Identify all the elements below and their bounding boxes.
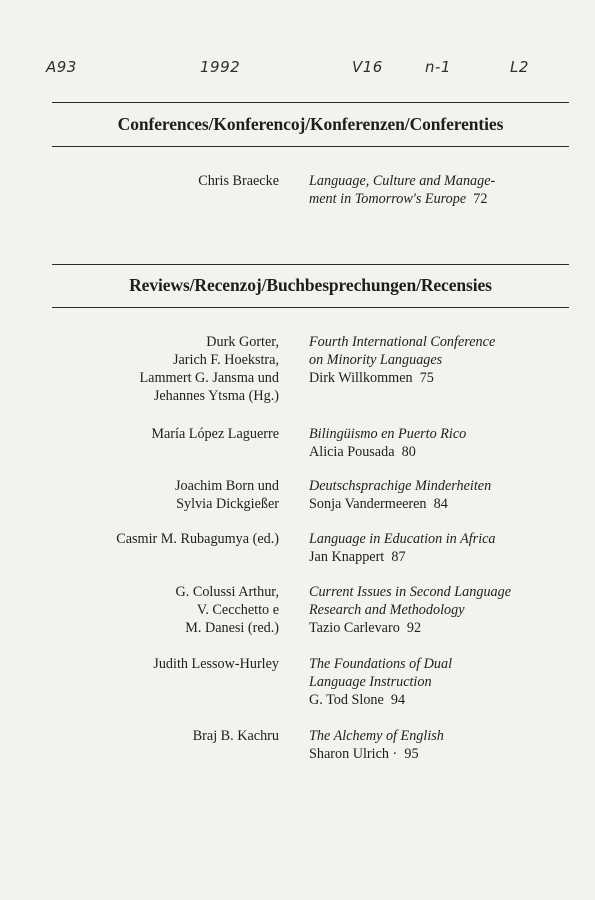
conference-title: Language, Culture and Manage- ment in Tomorrow's Europe 72 bbox=[309, 173, 496, 207]
page-number: 80 bbox=[401, 444, 416, 460]
page-number: 75 bbox=[419, 370, 434, 386]
reviewer: Sonja Vandermeeren bbox=[309, 496, 427, 512]
reviewer: Tazio Carlevaro bbox=[309, 620, 400, 636]
reviewer: Dirk Willkommen bbox=[309, 370, 413, 386]
review-authors: Braj B. Kachru bbox=[192, 728, 279, 744]
handwritten-note-3: V16 bbox=[352, 58, 383, 76]
review-book: Current Issues in Second Language Research and Methodology Tazio Carlevaro 92 bbox=[309, 584, 512, 636]
review-authors: Joachim Born und Sylvia Dickgießer bbox=[174, 478, 279, 512]
review-authors: María López Laguerre bbox=[151, 426, 279, 442]
review-authors: Casmir M. Rubagumya (ed.) bbox=[116, 531, 279, 547]
reviewer: G. Tod Slone bbox=[309, 692, 384, 708]
handwritten-note-5: L2 bbox=[510, 58, 529, 76]
handwritten-note-1: A93 bbox=[46, 58, 77, 76]
review-book: Bilingüismo en Puerto Rico Alicia Pousada 80 bbox=[309, 426, 467, 460]
conferences-rule bbox=[52, 146, 569, 147]
conference-author: Chris Braecke bbox=[198, 173, 279, 189]
top-rule bbox=[52, 102, 569, 103]
page-number: 72 bbox=[473, 191, 488, 207]
handwritten-note-2: 1992 bbox=[200, 58, 241, 76]
review-authors: Durk Gorter, Jarich F. Hoekstra, Lammert G. Jansma und Jehannes Ytsma (Hg.) bbox=[139, 334, 279, 404]
review-book: The Foundations of Dual Language Instruction G. Tod Slone 94 bbox=[309, 656, 453, 708]
page-number: 95 bbox=[404, 746, 419, 762]
reviews-top-rule bbox=[52, 264, 569, 265]
handwritten-note-4: n-1 bbox=[425, 58, 451, 76]
reviewer: Jan Knappert bbox=[309, 549, 385, 565]
conferences-heading: Conferences/Konferencoj/Konferenzen/Conferenties bbox=[117, 114, 504, 134]
review-book: The Alchemy of English Sharon Ulrich · 95 bbox=[309, 728, 444, 762]
page-number: 84 bbox=[433, 496, 448, 512]
review-book: Deutschsprachige Minderheiten Sonja Vandermeeren 84 bbox=[309, 478, 492, 512]
reviewer: Sharon Ulrich · bbox=[309, 746, 398, 762]
review-authors: Judith Lessow-Hurley bbox=[153, 656, 279, 672]
review-authors: G. Colussi Arthur, V. Cecchetto e M. Danesi (red.) bbox=[175, 584, 279, 636]
review-book: Language in Education in Africa Jan Knappert 87 bbox=[309, 531, 496, 565]
page-number: 94 bbox=[390, 692, 406, 708]
reviewer: Alicia Pousada bbox=[309, 444, 395, 460]
page-number: 87 bbox=[391, 549, 406, 565]
review-book: Fourth International Conference on Minority Languages Dirk Willkommen 75 bbox=[309, 334, 496, 386]
reviews-rule bbox=[52, 307, 569, 308]
page-number: 92 bbox=[406, 620, 422, 636]
reviews-heading: Reviews/Recenzoj/Buchbesprechungen/Recensies bbox=[129, 275, 492, 295]
